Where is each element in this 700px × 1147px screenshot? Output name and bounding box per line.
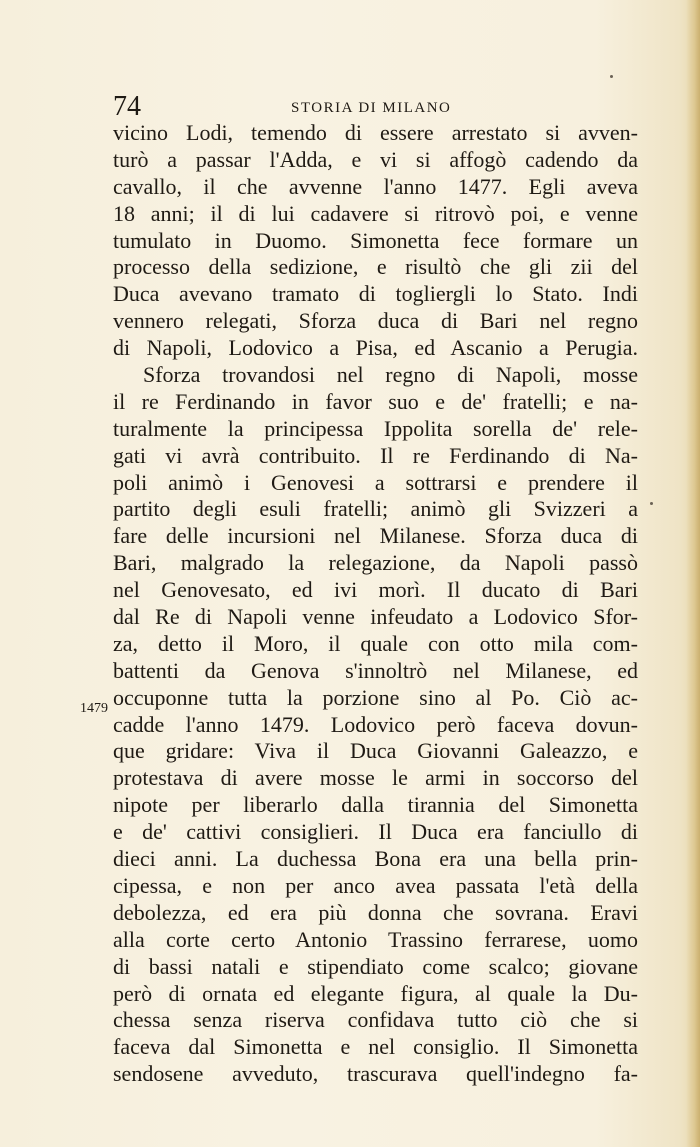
text-line: dal Re di Napoli venne infeudato a Lodovico Sfor-: [113, 604, 638, 630]
text-line: nel Genovesato, ed ivi morì. Il ducato di Bari: [113, 577, 638, 603]
text-line: nipote per liberarlo dalla tirannia del Simonetta: [113, 792, 638, 818]
text-line: vennero relegati, Sforza duca di Bari nel regno: [113, 308, 638, 334]
text-line: poli animò i Genovesi a sottrarsi e prendere il: [113, 469, 638, 495]
text-line: di Napoli, Lodovico a Pisa, ed Ascanio a Perugia.: [113, 335, 638, 361]
page-header: [113, 92, 638, 122]
text-line: però di ornata ed elegante figura, al quale la Du-: [113, 980, 638, 1006]
text-line: Sforza trovandosi nel regno di Napoli, mosse: [143, 362, 638, 388]
text-line: cipessa, e non per anco avea passata l'età della: [113, 872, 638, 898]
text-line: partito degli esuli fratelli; animò gli Svizzeri a: [113, 496, 638, 522]
text-line: vicino Lodi, temendo di essere arrestato si avven-: [113, 120, 638, 145]
text-line: faceva dal Simonetta e nel consiglio. Il Simonetta: [113, 1034, 638, 1060]
page-edge-shadow: [686, 0, 700, 1147]
text-line: turalmente la principessa Ippolita sorella de' rele-: [113, 415, 638, 441]
text-line: 18 anni; il di lui cadavere si ritrovò poi, e venne: [113, 200, 638, 226]
text-line: alla corte certo Antonio Trassino ferrarese, uomo: [113, 926, 638, 952]
text-line: Bari, malgrado la relegazione, da Napoli passò: [113, 550, 638, 576]
text-line: protestava di avere mosse le armi in soccorso del: [113, 765, 638, 791]
text-line: cavallo, il che avvenne l'anno 1477. Egli aveva: [113, 173, 638, 199]
paper-speck: [650, 502, 653, 505]
text-line: di bassi natali e stipendiato come scalco; giovane: [113, 953, 638, 979]
body-text: [113, 120, 638, 1088]
text-line: fare delle incursioni nel Milanese. Sforza duca di: [113, 523, 638, 549]
text-line: occuponne tutta la porzione sino al Po. Ciò ac-: [113, 684, 638, 710]
text-line: e de' cattivi consiglieri. Il Duca era fanciullo di: [113, 819, 638, 845]
text-line: processo della sedizione, e risultò che gli zii del: [113, 254, 638, 280]
text-line: Duca avevano tramato di togliergli lo Stato. Indi: [113, 281, 638, 307]
text-line: battenti da Genova s'innoltrò nel Milanese, ed: [113, 657, 638, 683]
margin-date-note: 1479: [80, 701, 108, 716]
text-line: tumulato in Duomo. Simonetta fece formare un: [113, 227, 638, 253]
paper-speck: [610, 75, 613, 78]
text-line: cadde l'anno 1479. Lodovico però faceva dovun-: [113, 711, 638, 737]
text-line: gati vi avrà contribuito. Il re Ferdinando di Na-: [113, 442, 638, 468]
text-line: dieci anni. La duchessa Bona era una bella prin-: [113, 846, 638, 872]
text-line: za, detto il Moro, il quale con otto mila com-: [113, 630, 638, 656]
running-head: STORIA DI MILANO: [291, 100, 452, 116]
text-line: debolezza, ed era più donna che sovrana. Eravi: [113, 899, 638, 925]
text-line: que gridare: Viva il Duca Giovanni Galeazzo, e: [113, 738, 638, 764]
page-number: 74: [113, 91, 141, 122]
text-line: sendosene avveduto, trascurava quell'indegno fa-: [113, 1061, 638, 1087]
text-line: il re Ferdinando in favor suo e de' fratelli; e na-: [113, 388, 638, 414]
text-line: chessa senza riserva confidava tutto ciò che si: [113, 1007, 638, 1033]
text-line: turò a passar l'Adda, e vi si affogò cadendo da: [113, 146, 638, 172]
